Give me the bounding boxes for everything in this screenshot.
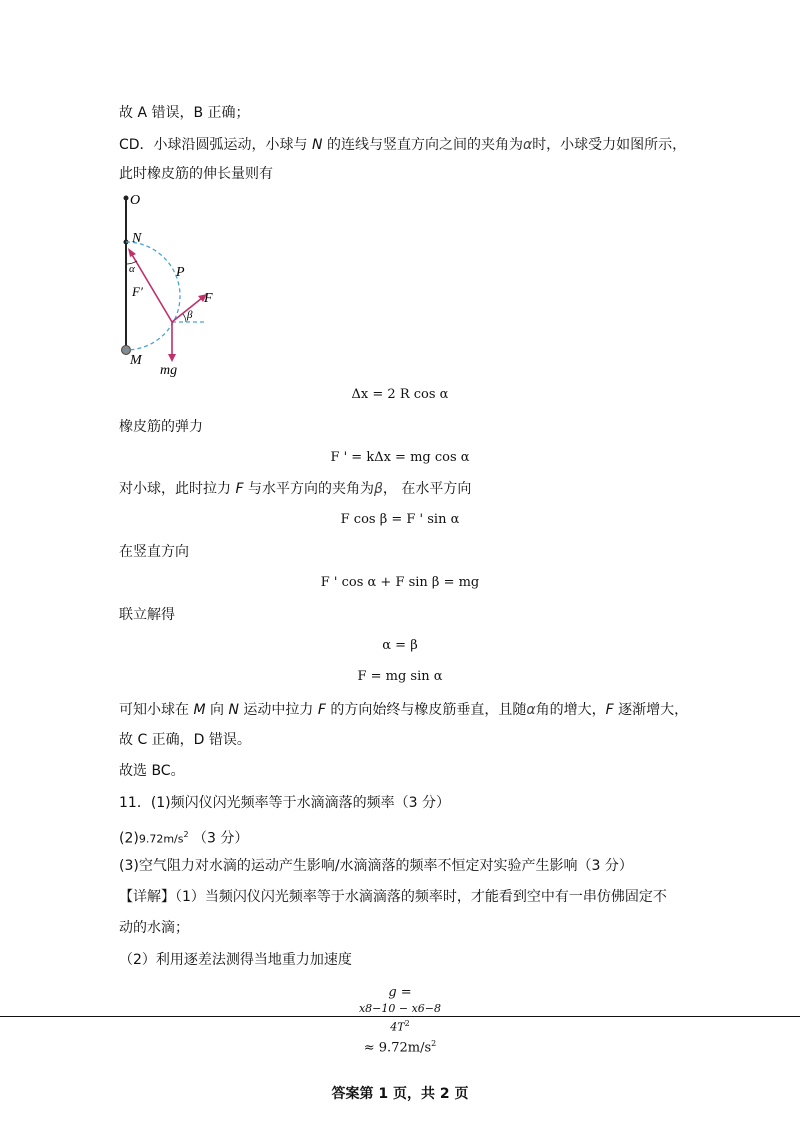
text-line-15: 动的水滴； <box>119 920 189 936</box>
text-seg: 的方向始终与橡皮筋垂直，且随 <box>325 702 527 718</box>
force-diagram <box>112 190 222 380</box>
text-line-9: 故 C 正确，D 错误。 <box>119 732 251 748</box>
text-line-14: 【详解】（1）当频闪仪闪光频率等于水滴滴落的频率时，才能看到空中有一串仿佛固定不 <box>119 889 667 905</box>
equation-1: Δx = 2 R cos α <box>351 387 449 402</box>
equation-2: F ' = kΔx = mg cos α <box>330 450 470 465</box>
text-seg: (2) <box>119 830 139 847</box>
text-line-3: 此时橡皮筋的伸长量则有 <box>119 166 273 182</box>
var-M: M <box>193 702 206 718</box>
arrowhead-Fprime <box>128 248 136 257</box>
text-line-16: （2）利用逐差法测得当地重力加速度 <box>119 952 352 968</box>
eq7-rhs-sup: 2 <box>431 1038 437 1048</box>
text-line-5 <box>119 479 471 499</box>
eq7-den-text: 4T <box>390 1020 405 1034</box>
angle-beta-arc <box>183 314 186 322</box>
text-line-10: 故选 BC。 <box>119 763 185 779</box>
eq7-rhs: ≈ 9.72m/s <box>363 1039 432 1055</box>
text-line-13: (3)空气阻力对水滴的运动产生影响/水滴滴落的频率不恒定对实验产生影响（3 分） <box>119 858 633 874</box>
eq7-denominator <box>0 1017 800 1035</box>
equation-4: F ' cos α + F sin β = mg <box>320 575 480 590</box>
label-N: N <box>132 231 142 246</box>
point-O <box>124 196 129 201</box>
text-line-7: 联立解得 <box>119 607 175 623</box>
page-footer: 答案第 1 页，共 2 页 <box>331 1086 469 1102</box>
var-alpha: α <box>522 137 533 153</box>
text-seg: 对小球，此时拉力 <box>119 481 236 497</box>
equation-6: F = mg sin α <box>357 669 443 684</box>
text-seg: 与水平方向的夹角为 <box>243 481 374 497</box>
label-M: M <box>130 353 142 368</box>
arrowhead-mg <box>168 354 176 362</box>
eq7-den-sup: 2 <box>404 1019 410 1028</box>
text-seg: ， 在水平方向 <box>382 481 472 497</box>
text-seg: 时，小球受力如图所示， <box>532 137 687 153</box>
text-line-11: 11．(1)频闪仪闪光频率等于水滴滴落的频率（3 分） <box>119 795 451 811</box>
label-O: O <box>130 193 141 208</box>
eq7-numerator: x8−10 − x6−8 <box>0 1002 800 1017</box>
text-line-1: 故 A 错误，B 正确； <box>119 105 250 121</box>
var-N: N <box>312 137 323 153</box>
label-alpha: α <box>129 263 135 275</box>
label-mg: mg <box>160 363 178 378</box>
var-beta: β <box>373 481 383 497</box>
var-F: F <box>317 702 326 718</box>
equation-3: F cos β = F ' sin α <box>340 512 460 527</box>
var-F: F <box>235 481 244 497</box>
value-g: 9.72m/s <box>138 832 184 846</box>
text-seg: （3 分） <box>188 830 249 847</box>
superscript: 2 <box>183 830 189 839</box>
var-N: N <box>228 702 239 718</box>
var-F: F <box>605 702 614 718</box>
eq7-fraction <box>0 1002 800 1035</box>
label-F: F <box>204 291 213 306</box>
text-seg: CD．小球沿圆弧运动，小球与 <box>119 137 313 153</box>
text-line-12 <box>119 825 248 850</box>
text-line-2 <box>119 135 686 155</box>
text-line-6: 在竖直方向 <box>119 544 189 560</box>
eq7-lhs: g = <box>388 985 412 1000</box>
label-P: P <box>176 265 185 280</box>
label-Fprime: F′ <box>132 284 143 299</box>
text-seg: 角的增大， <box>535 702 606 718</box>
text-seg: 的连线与竖直方向之间的夹角为 <box>322 137 523 153</box>
text-seg: 逐渐增大， <box>613 702 689 718</box>
text-seg: 可知小球在 <box>119 702 194 718</box>
text-seg: 向 <box>205 702 229 718</box>
text-line-4: 橡皮筋的弹力 <box>119 419 203 435</box>
equation-7 <box>0 984 800 1057</box>
text-line-8 <box>119 700 688 720</box>
label-beta: β <box>187 309 193 321</box>
var-alpha: α <box>526 702 536 718</box>
text-seg: 运动中拉力 <box>238 702 318 718</box>
equation-5: α = β <box>382 638 418 653</box>
